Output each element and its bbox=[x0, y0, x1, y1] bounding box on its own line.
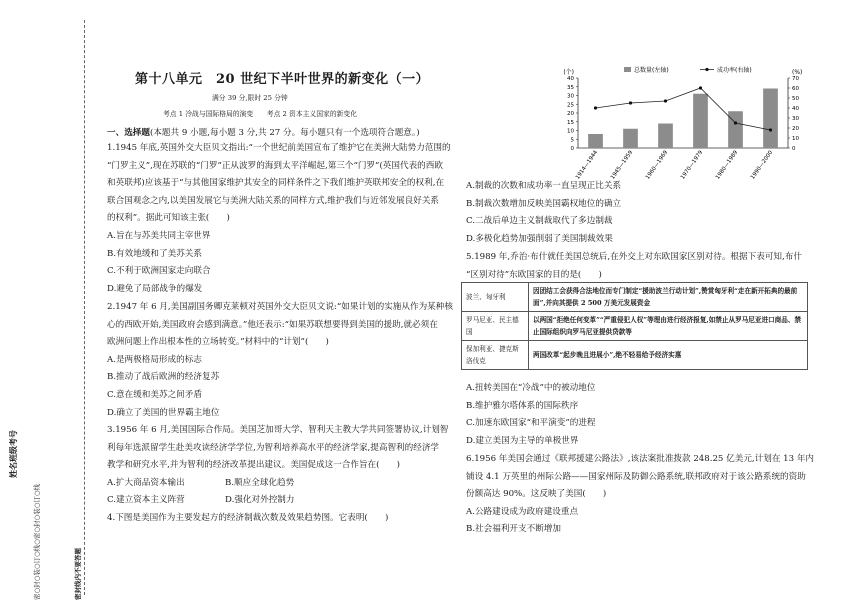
question-1-line: 1.1945 年底,英国外交大臣贝文指出:“一个世纪前美国宣布了维护它在美洲大陆势力范围的 bbox=[107, 143, 451, 153]
question-4-option-c: C.二战后单边主义制裁取代了多边制裁 bbox=[466, 216, 613, 227]
bar bbox=[588, 134, 603, 148]
question-2-option-a: A.是两极格局形成的标志 bbox=[107, 354, 202, 365]
right-axis-tick-label: 60 bbox=[792, 86, 799, 92]
table-cell-country: 罗马尼亚、民主德国 bbox=[462, 312, 529, 341]
question-2 bbox=[107, 299, 453, 422]
success-rate-point bbox=[699, 86, 702, 89]
left-axis-tick-label: 20 bbox=[567, 111, 574, 117]
success-rate-point bbox=[734, 121, 737, 124]
success-rate-point bbox=[769, 128, 772, 131]
question-1 bbox=[107, 140, 451, 298]
question-2-line: 心的西欧开始,美国政府会感到满意。”他还表示:“如果苏联想要得到美国的援助,就必须在 bbox=[107, 319, 438, 330]
question-2-line: 欧洲问题上作出根本性的立场转变。”材料中的“计划”( ) bbox=[107, 337, 329, 348]
bar bbox=[728, 111, 743, 148]
question-5-option-d: D.建立美国为主导的单极世界 bbox=[466, 435, 579, 446]
question-1-line: 联合国观念之内,以美国发展它与美洲大陆关系的同样方式,维护我们与近邻发展良好关系 bbox=[107, 195, 440, 206]
binding-margin-label: 姓名班级考号 bbox=[8, 430, 18, 478]
left-axis-tick-label: 40 bbox=[567, 76, 574, 82]
question-3 bbox=[107, 422, 448, 510]
question-5-line: “区别对待”东欧国家的目的是( ) bbox=[466, 269, 602, 280]
section-instructions: (本题共 9 小题,每小题 3 分,共 27 分。每小题只有一个选项符合题意。) bbox=[149, 128, 420, 138]
question-1-option-c: C.不利于欧洲国家走向联合 bbox=[107, 266, 211, 277]
question-4-option-b: B.制裁次数增加反映美国霸权地位的确立 bbox=[466, 198, 622, 209]
right-axis-tick-label: 50 bbox=[792, 96, 799, 102]
success-rate-point bbox=[629, 101, 632, 104]
success-rate-point bbox=[664, 99, 667, 102]
x-category-label: 1970—1979 bbox=[680, 149, 705, 181]
score-info: 满分 39 分,限时 25 分钟 bbox=[212, 94, 288, 102]
legend-line-marker bbox=[705, 68, 708, 71]
legend-bar-swatch bbox=[624, 67, 631, 72]
question-6 bbox=[466, 451, 814, 539]
question-3-line: 教学和研究水平,并为智利的经济改革提出建议。美国促成这一合作旨在( ) bbox=[107, 460, 401, 471]
right-axis-tick-label: 0 bbox=[792, 146, 796, 152]
question-5 bbox=[466, 249, 802, 284]
question-2-option-c: C.意在缓和美苏之间矛盾 bbox=[107, 389, 202, 400]
bar bbox=[623, 129, 638, 148]
question-3-options-row bbox=[107, 475, 448, 493]
x-category-label: 1980—1989 bbox=[715, 149, 740, 181]
question-5-option-a: A.扭转美国在“冷战”中的被动地位 bbox=[466, 383, 596, 393]
policy-table bbox=[461, 282, 808, 370]
question-3-line: 利每年选派留学生赴美攻读经济学学位,为智利培养高水平的经济学家,提高智利的经济学 bbox=[107, 442, 440, 453]
page-title: 第十八单元 20 世纪下半叶世界的新变化（一） bbox=[135, 72, 430, 87]
question-3-option-c: C.建立资本主义阵营 bbox=[107, 495, 185, 506]
left-axis-tick-label: 25 bbox=[567, 102, 574, 109]
question-3-options-row bbox=[107, 492, 448, 510]
question-6-line: 6.1956 年美国会通过《联邦援建公路法》,该法案批准拨款 248.25 亿美元,计划在 13 年内 bbox=[466, 454, 815, 464]
x-category-label: 1990—2000 bbox=[750, 149, 775, 181]
table-row bbox=[462, 341, 808, 370]
section-heading-label: 一、选择题 bbox=[107, 128, 150, 138]
x-category-label: 1945—1959 bbox=[610, 149, 635, 181]
question-5-line: 5.1989 年,乔治·布什就任美国总统后,在外交上对东欧国家区别对待。根据下表可知,布什 bbox=[466, 252, 802, 262]
question-2-line: 2.1947 年 6 月,美国副国务卿克莱顿对英国外交大臣贝文说:“如果计划的实施从作为某种核 bbox=[107, 302, 453, 312]
success-rate-point bbox=[594, 106, 597, 109]
question-3-option-b: B.顺应全球化趋势 bbox=[225, 477, 295, 488]
question-6-line: 份额高达 90%。这反映了美国( ) bbox=[466, 489, 607, 500]
question-3-option-a: A.扩大商品资本输出 bbox=[107, 477, 185, 488]
question-2-option-b: B.推动了战后欧洲的经济复苏 bbox=[107, 372, 220, 383]
binding-margin-note: 密封线内不要答题 bbox=[74, 548, 82, 600]
x-category-label: 1960—1969 bbox=[645, 149, 670, 181]
legend-line-label: 成功率(右轴) bbox=[717, 67, 752, 74]
table-cell-country: 保加利亚、捷克斯洛伐克 bbox=[462, 341, 529, 370]
question-1-line: 和英联邦)应该基于“与其他国家维护其安全的同样条件之下我们维护英联邦安全的权利,在 bbox=[107, 178, 445, 189]
question-5-options bbox=[466, 380, 596, 450]
right-axis-tick-label: 40 bbox=[792, 106, 799, 112]
question-1-line: 的权利”。据此可知该主张( ) bbox=[107, 213, 230, 224]
question-1-option-d: D.避免了局部战争的爆发 bbox=[107, 283, 203, 294]
bar bbox=[763, 89, 778, 149]
question-4-line: 4.下图是美国作为主要发起方的经济制裁次数及效果趋势图。它表明( ) bbox=[107, 513, 389, 523]
left-axis-tick-label: 35 bbox=[567, 84, 574, 91]
left-axis-tick-label: 30 bbox=[567, 93, 574, 100]
table-cell-policy: 以两国“拒绝任何变革”“严重侵犯人权”等理由进行经济报复,如禁止从罗马尼亚进口商品、禁止国际组织向罗马尼亚提供贷款等 bbox=[529, 312, 808, 341]
table-cell-policy: 两国改革“起步晚且进展小”,绝不轻易给予经济实惠 bbox=[529, 341, 808, 370]
left-axis-tick-label: 15 bbox=[567, 119, 574, 126]
bar bbox=[693, 94, 708, 148]
table-row bbox=[462, 283, 808, 312]
question-1-option-b: B.有效地缓和了美苏关系 bbox=[107, 248, 202, 259]
table-row bbox=[462, 312, 808, 341]
binding-line bbox=[84, 20, 85, 595]
question-4-option-d: D.多极化趋势加强削弱了美国制裁效果 bbox=[466, 233, 613, 244]
bar bbox=[658, 124, 673, 149]
left-axis-tick-label: 5 bbox=[570, 137, 574, 144]
left-axis-unit: (个) bbox=[563, 69, 574, 76]
table-cell-country: 波兰、匈牙利 bbox=[462, 283, 529, 312]
table-cell-policy: 因团结工会获得合法地位而专门制定“援助波兰行动计划”,赞赏匈牙利“走在新开拓典的最前面”,并向其提供 2 500 万美元发展资金 bbox=[529, 283, 808, 312]
left-axis-tick-label: 0 bbox=[570, 146, 574, 152]
question-4-option-a: A.制裁的次数和成功率一直呈现正比关系 bbox=[466, 181, 622, 191]
question-5-option-b: B.维护雅尔塔体系的国际秩序 bbox=[466, 400, 579, 411]
question-6-line: 铺设 4.1 万英里的州际公路——国家州际及防御公路系统,联邦政府对于该公路系统的资助 bbox=[466, 471, 806, 482]
success-rate-line bbox=[596, 88, 771, 130]
question-1-option-a: A.旨在与苏美共同主宰世界 bbox=[107, 230, 211, 241]
right-axis-tick-label: 20 bbox=[792, 126, 799, 132]
question-3-line: 3.1956 年 6 月,美国国际合作局。美国芝加哥大学、智利天主教大学共同签署协议,计划智 bbox=[107, 425, 449, 435]
right-axis-tick-label: 70 bbox=[792, 76, 799, 82]
x-category-label: 1914—1944 bbox=[575, 149, 600, 181]
sanctions-chart bbox=[552, 66, 814, 181]
question-6-option-a: A.公路建设成为政府建设重点 bbox=[466, 506, 579, 517]
right-axis-unit: (%) bbox=[792, 69, 803, 76]
right-axis-tick-label: 10 bbox=[792, 136, 799, 142]
question-2-option-d: D.确立了美国的世界霸主地位 bbox=[107, 407, 220, 418]
question-3-option-d: D.强化对外控制力 bbox=[225, 495, 295, 506]
question-6-option-b: B.社会福利开支不断增加 bbox=[466, 524, 561, 535]
binding-margin-dots: 密○封○装○订○线○密○封○装○订○线 bbox=[33, 483, 41, 600]
topic-info: 考点 1 冷战与国际格局的演变 考点 2 资本主义国家的新变化 bbox=[163, 110, 358, 118]
question-1-line: “门罗主义”,现在苏联的“门罗”正从波罗的海到太平洋崛起,第三个“门罗”(英国代表的西欧 bbox=[107, 160, 443, 171]
right-axis-tick-label: 30 bbox=[792, 116, 799, 122]
left-axis-tick-label: 10 bbox=[567, 128, 574, 135]
legend-bar-label: 总数量(左轴) bbox=[634, 67, 669, 74]
question-5-option-c: C.加速东欧国家“和平演变”的进程 bbox=[466, 418, 596, 429]
question-4-options bbox=[466, 178, 621, 248]
